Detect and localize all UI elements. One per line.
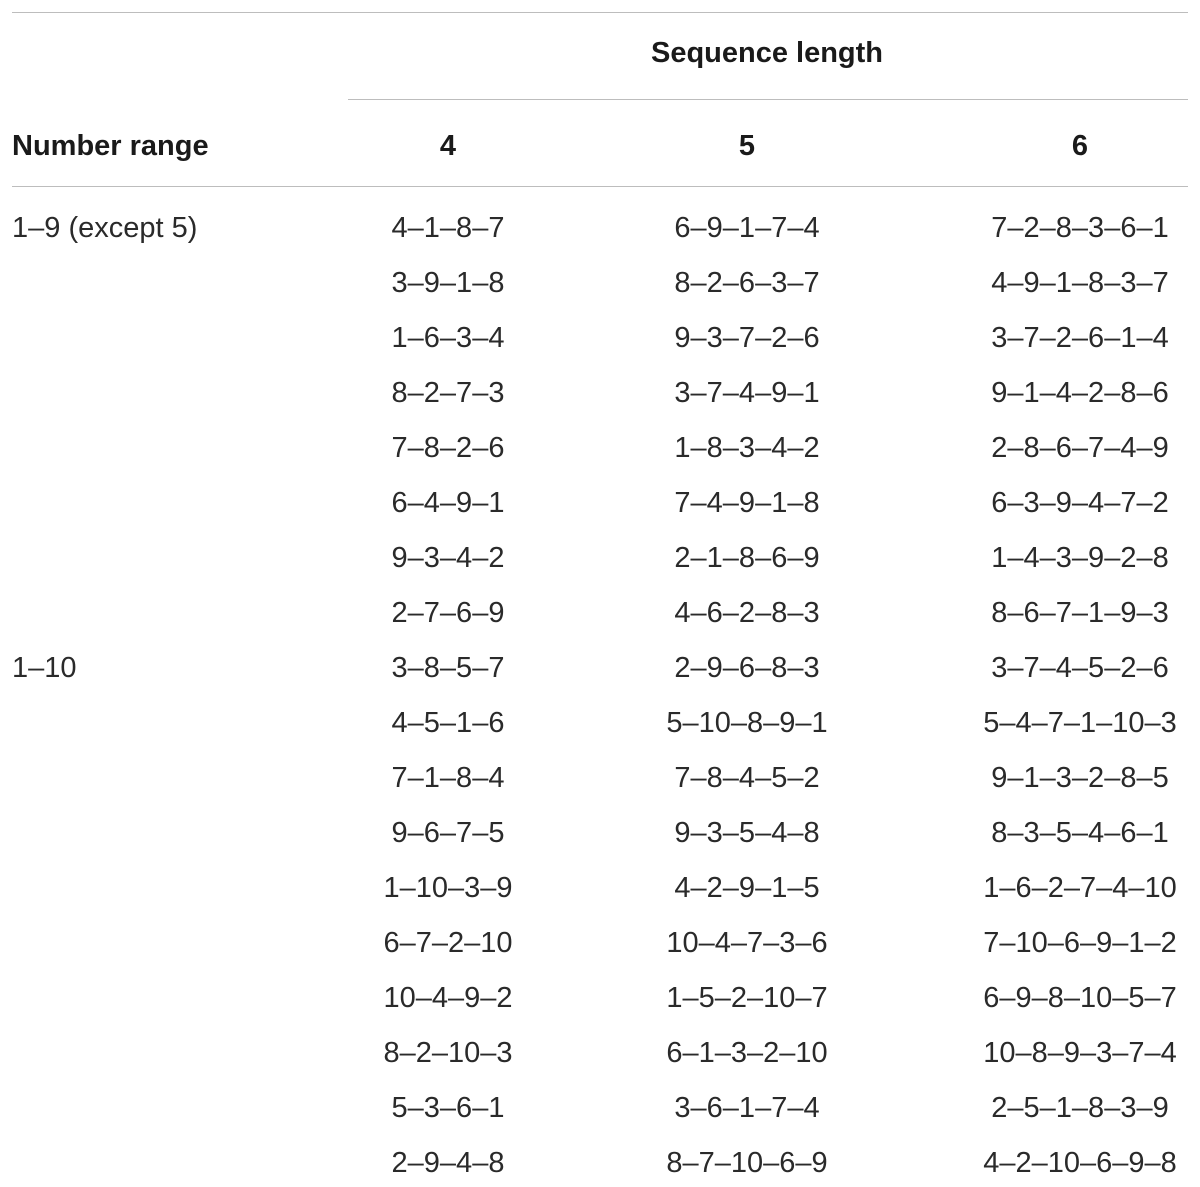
sequence-cell: 9–3–7–2–6 bbox=[674, 322, 820, 354]
sequence-cell: 2–9–6–8–3 bbox=[674, 652, 820, 684]
sequence-cell: 2–1–8–6–9 bbox=[674, 542, 820, 574]
sequence-cell: 5–10–8–9–1 bbox=[666, 707, 828, 739]
sequence-cell: 3–7–2–6–1–4 bbox=[991, 322, 1169, 354]
sequence-cell: 3–8–5–7 bbox=[391, 652, 505, 684]
sequence-cell: 8–2–7–3 bbox=[391, 377, 505, 409]
sequence-cell: 9–3–5–4–8 bbox=[674, 817, 820, 849]
sequence-cell: 1–5–2–10–7 bbox=[666, 982, 828, 1014]
sequence-cell: 6–1–3–2–10 bbox=[666, 1037, 828, 1069]
sequence-cell: 2–5–1–8–3–9 bbox=[991, 1092, 1169, 1124]
sequence-cell: 4–2–9–1–5 bbox=[674, 872, 820, 904]
header-rule bbox=[12, 186, 1188, 187]
sequence-cell: 2–9–4–8 bbox=[391, 1147, 505, 1179]
sequence-cell: 3–7–4–5–2–6 bbox=[991, 652, 1169, 684]
number-range-label: 1–9 (except 5) bbox=[12, 212, 198, 244]
sequence-cell: 4–1–8–7 bbox=[391, 212, 505, 244]
column-header-5: 5 bbox=[738, 130, 756, 162]
sequence-cell: 1–6–2–7–4–10 bbox=[983, 872, 1177, 904]
number-range-label: 1–10 bbox=[12, 652, 77, 684]
sequence-cell: 1–8–3–4–2 bbox=[674, 432, 820, 464]
sequence-cell: 8–2–6–3–7 bbox=[674, 267, 820, 299]
sequence-cell: 4–5–1–6 bbox=[391, 707, 505, 739]
row-header: Number range bbox=[12, 130, 209, 162]
sequence-cell: 10–4–9–2 bbox=[383, 982, 513, 1014]
sequence-cell: 4–9–1–8–3–7 bbox=[991, 267, 1169, 299]
sequence-cell: 1–4–3–9–2–8 bbox=[991, 542, 1169, 574]
sequence-cell: 5–3–6–1 bbox=[391, 1092, 505, 1124]
sequence-cell: 8–2–10–3 bbox=[383, 1037, 513, 1069]
sequence-cell: 6–9–8–10–5–7 bbox=[983, 982, 1177, 1014]
sequence-cell: 7–4–9–1–8 bbox=[674, 487, 820, 519]
sequence-cell: 3–7–4–9–1 bbox=[674, 377, 820, 409]
sequence-cell: 8–6–7–1–9–3 bbox=[991, 597, 1169, 629]
sequence-cell: 9–6–7–5 bbox=[391, 817, 505, 849]
sequence-cell: 2–8–6–7–4–9 bbox=[991, 432, 1169, 464]
spanning-header: Sequence length bbox=[650, 37, 884, 69]
sequence-cell: 7–2–8–3–6–1 bbox=[991, 212, 1169, 244]
spanning-header-rule bbox=[348, 99, 1188, 100]
sequence-cell: 7–1–8–4 bbox=[391, 762, 505, 794]
sequence-cell: 10–8–9–3–7–4 bbox=[983, 1037, 1177, 1069]
sequence-cell: 9–3–4–2 bbox=[391, 542, 505, 574]
sequence-cell: 4–2–10–6–9–8 bbox=[983, 1147, 1177, 1179]
sequence-cell: 3–6–1–7–4 bbox=[674, 1092, 820, 1124]
sequence-cell: 8–7–10–6–9 bbox=[666, 1147, 828, 1179]
sequence-cell: 9–1–3–2–8–5 bbox=[991, 762, 1169, 794]
sequence-cell: 8–3–5–4–6–1 bbox=[991, 817, 1169, 849]
column-header-4: 4 bbox=[439, 130, 457, 162]
sequence-cell: 10–4–7–3–6 bbox=[666, 927, 828, 959]
sequence-cell: 2–7–6–9 bbox=[391, 597, 505, 629]
sequence-cell: 5–4–7–1–10–3 bbox=[983, 707, 1177, 739]
sequence-cell: 1–10–3–9 bbox=[383, 872, 513, 904]
sequence-cell: 6–7–2–10 bbox=[383, 927, 513, 959]
sequence-cell: 1–6–3–4 bbox=[391, 322, 505, 354]
top-rule bbox=[12, 12, 1188, 13]
sequence-cell: 7–8–4–5–2 bbox=[674, 762, 820, 794]
sequence-cell: 3–9–1–8 bbox=[391, 267, 505, 299]
sequence-cell: 7–8–2–6 bbox=[391, 432, 505, 464]
sequence-cell: 4–6–2–8–3 bbox=[674, 597, 820, 629]
sequence-cell: 7–10–6–9–1–2 bbox=[983, 927, 1177, 959]
sequence-cell: 6–3–9–4–7–2 bbox=[991, 487, 1169, 519]
sequence-cell: 6–4–9–1 bbox=[391, 487, 505, 519]
sequence-cell: 9–1–4–2–8–6 bbox=[991, 377, 1169, 409]
sequence-cell: 6–9–1–7–4 bbox=[674, 212, 820, 244]
column-header-6: 6 bbox=[1071, 130, 1089, 162]
